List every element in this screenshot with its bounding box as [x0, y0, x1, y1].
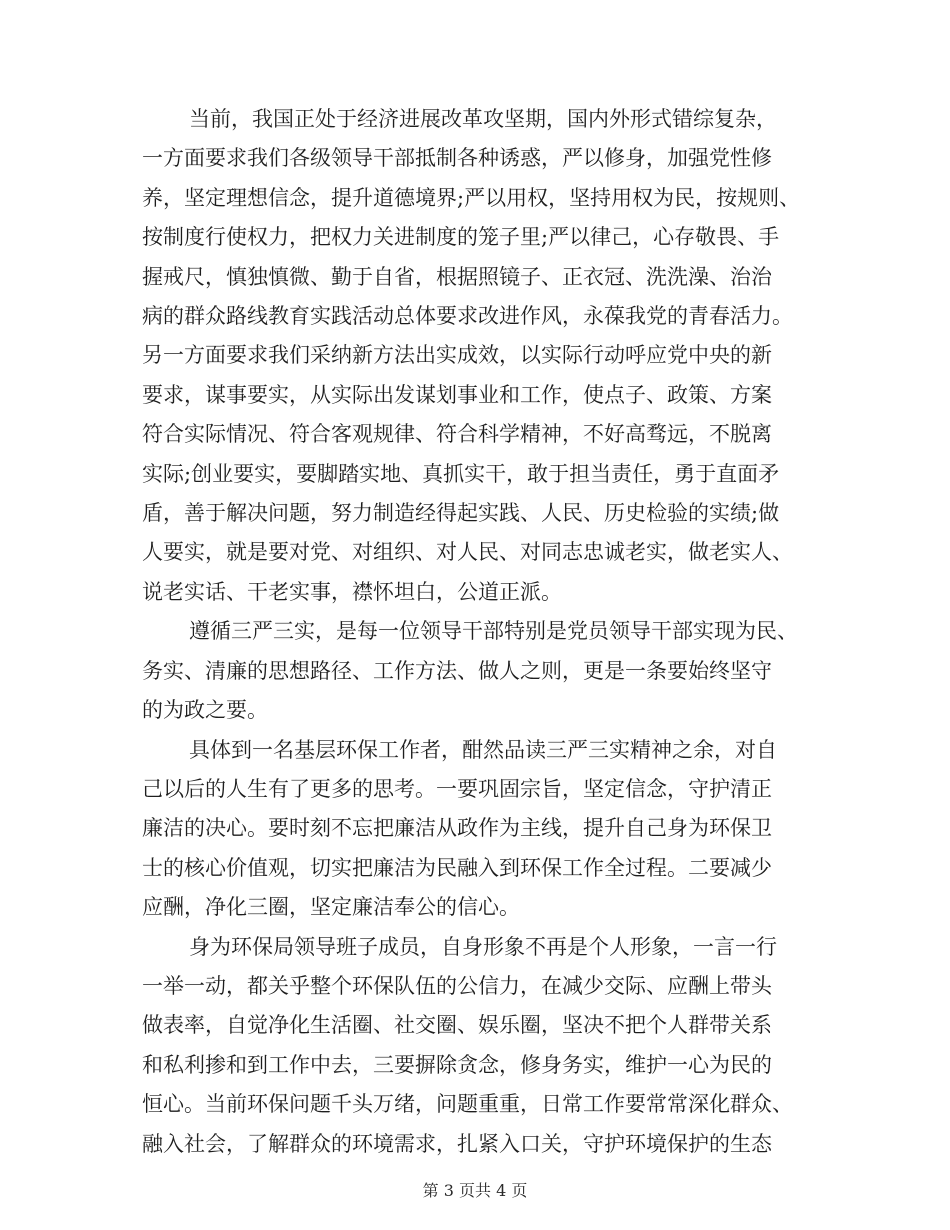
text-line: 恒心。当前环保问题千头万绪，问题重重，日常工作要常常深化群众、 [142, 1092, 793, 1117]
text-line: 遵循三严三实，是每一位领导干部特别是党员领导干部实现为民、 [189, 619, 798, 644]
text-line: 具体到一名基层环保工作者，酣然品读三严三实精神之余，对自 [189, 737, 777, 762]
text-line: 融入社会，了解群众的环境需求，扎紧入口关，守护环境保护的生态 [142, 1131, 772, 1156]
text-line: 士的核心价值观，切实把廉洁为民融入到环保工作全过程。二要减少 [142, 855, 772, 880]
text-line: 养，坚定理想信念，提升道德境界;严以用权，坚持用权为民，按规则、 [142, 185, 801, 210]
text-line: 一方面要求我们各级领导干部抵制各种诱惑，严以修身，加强党性修 [142, 146, 772, 171]
text-line: 廉洁的决心。要时刻不忘把廉洁从政作为主线，提升自己身为环保卫 [142, 816, 772, 841]
text-line: 病的群众路线教育实践活动总体要求改进作风，永葆我党的青春活力。 [142, 304, 793, 329]
text-line: 身为环保局领导班子成员，自身形象不再是个人形象，一言一行 [189, 934, 777, 959]
text-line: 一举一动，都关乎整个环保队伍的公信力，在减少交际、应酬上带头 [142, 973, 772, 998]
text-line: 做表率，自觉净化生活圈、社交圈、娱乐圈，坚决不把个人群带关系 [142, 1013, 772, 1038]
text-line: 盾，善于解决问题，努力制造经得起实践、人民、历史检验的实绩;做 [142, 501, 780, 526]
document-body [142, 100, 800, 1164]
text-line: 实际;创业要实，要脚踏实地、真抓实干，敢于担当责任，勇于直面矛 [142, 461, 780, 486]
text-line: 说老实话、干老实事，襟怀坦白，公道正派。 [142, 579, 562, 604]
text-line: 和私利掺和到工作中去，三要摒除贪念，修身务实，维护一心为民的 [142, 1052, 772, 1077]
text-line: 人要实，就是要对党、对组织、对人民、对同志忠诚老实，做老实人、 [142, 540, 793, 565]
text-line: 当前，我国正处于经济进展改革攻坚期，国内外形式错综复杂， [189, 107, 777, 131]
text-line: 应酬，净化三圈，坚定廉洁奉公的信心。 [142, 895, 520, 920]
text-line: 符合实际情况、符合客观规律、符合科学精神，不好高骛远，不脱离 [142, 422, 772, 447]
text-line: 握戒尺，慎独慎微、勤于自省，根据照镜子、正衣冠、洗洗澡、治治 [142, 264, 772, 289]
text-line: 另一方面要求我们采纳新方法出实成效，以实际行动呼应党中央的新 [142, 343, 772, 368]
text-line: 要求，谋事要实，从实际出发谋划事业和工作，使点子、政策、方案 [142, 382, 772, 407]
page-number-footer: 第 3 页共 4 页 [422, 1181, 528, 1200]
text-line: 己以后的人生有了更多的思考。一要巩固宗旨，坚定信念，守护清正 [142, 776, 772, 801]
text-line: 的为政之要。 [142, 698, 268, 723]
text-line: 按制度行使权力，把权力关进制度的笼子里;严以律己，心存敬畏、手 [142, 225, 780, 250]
text-line: 务实、清廉的思想路径、工作方法、做人之则，更是一条要始终坚守 [142, 658, 772, 683]
